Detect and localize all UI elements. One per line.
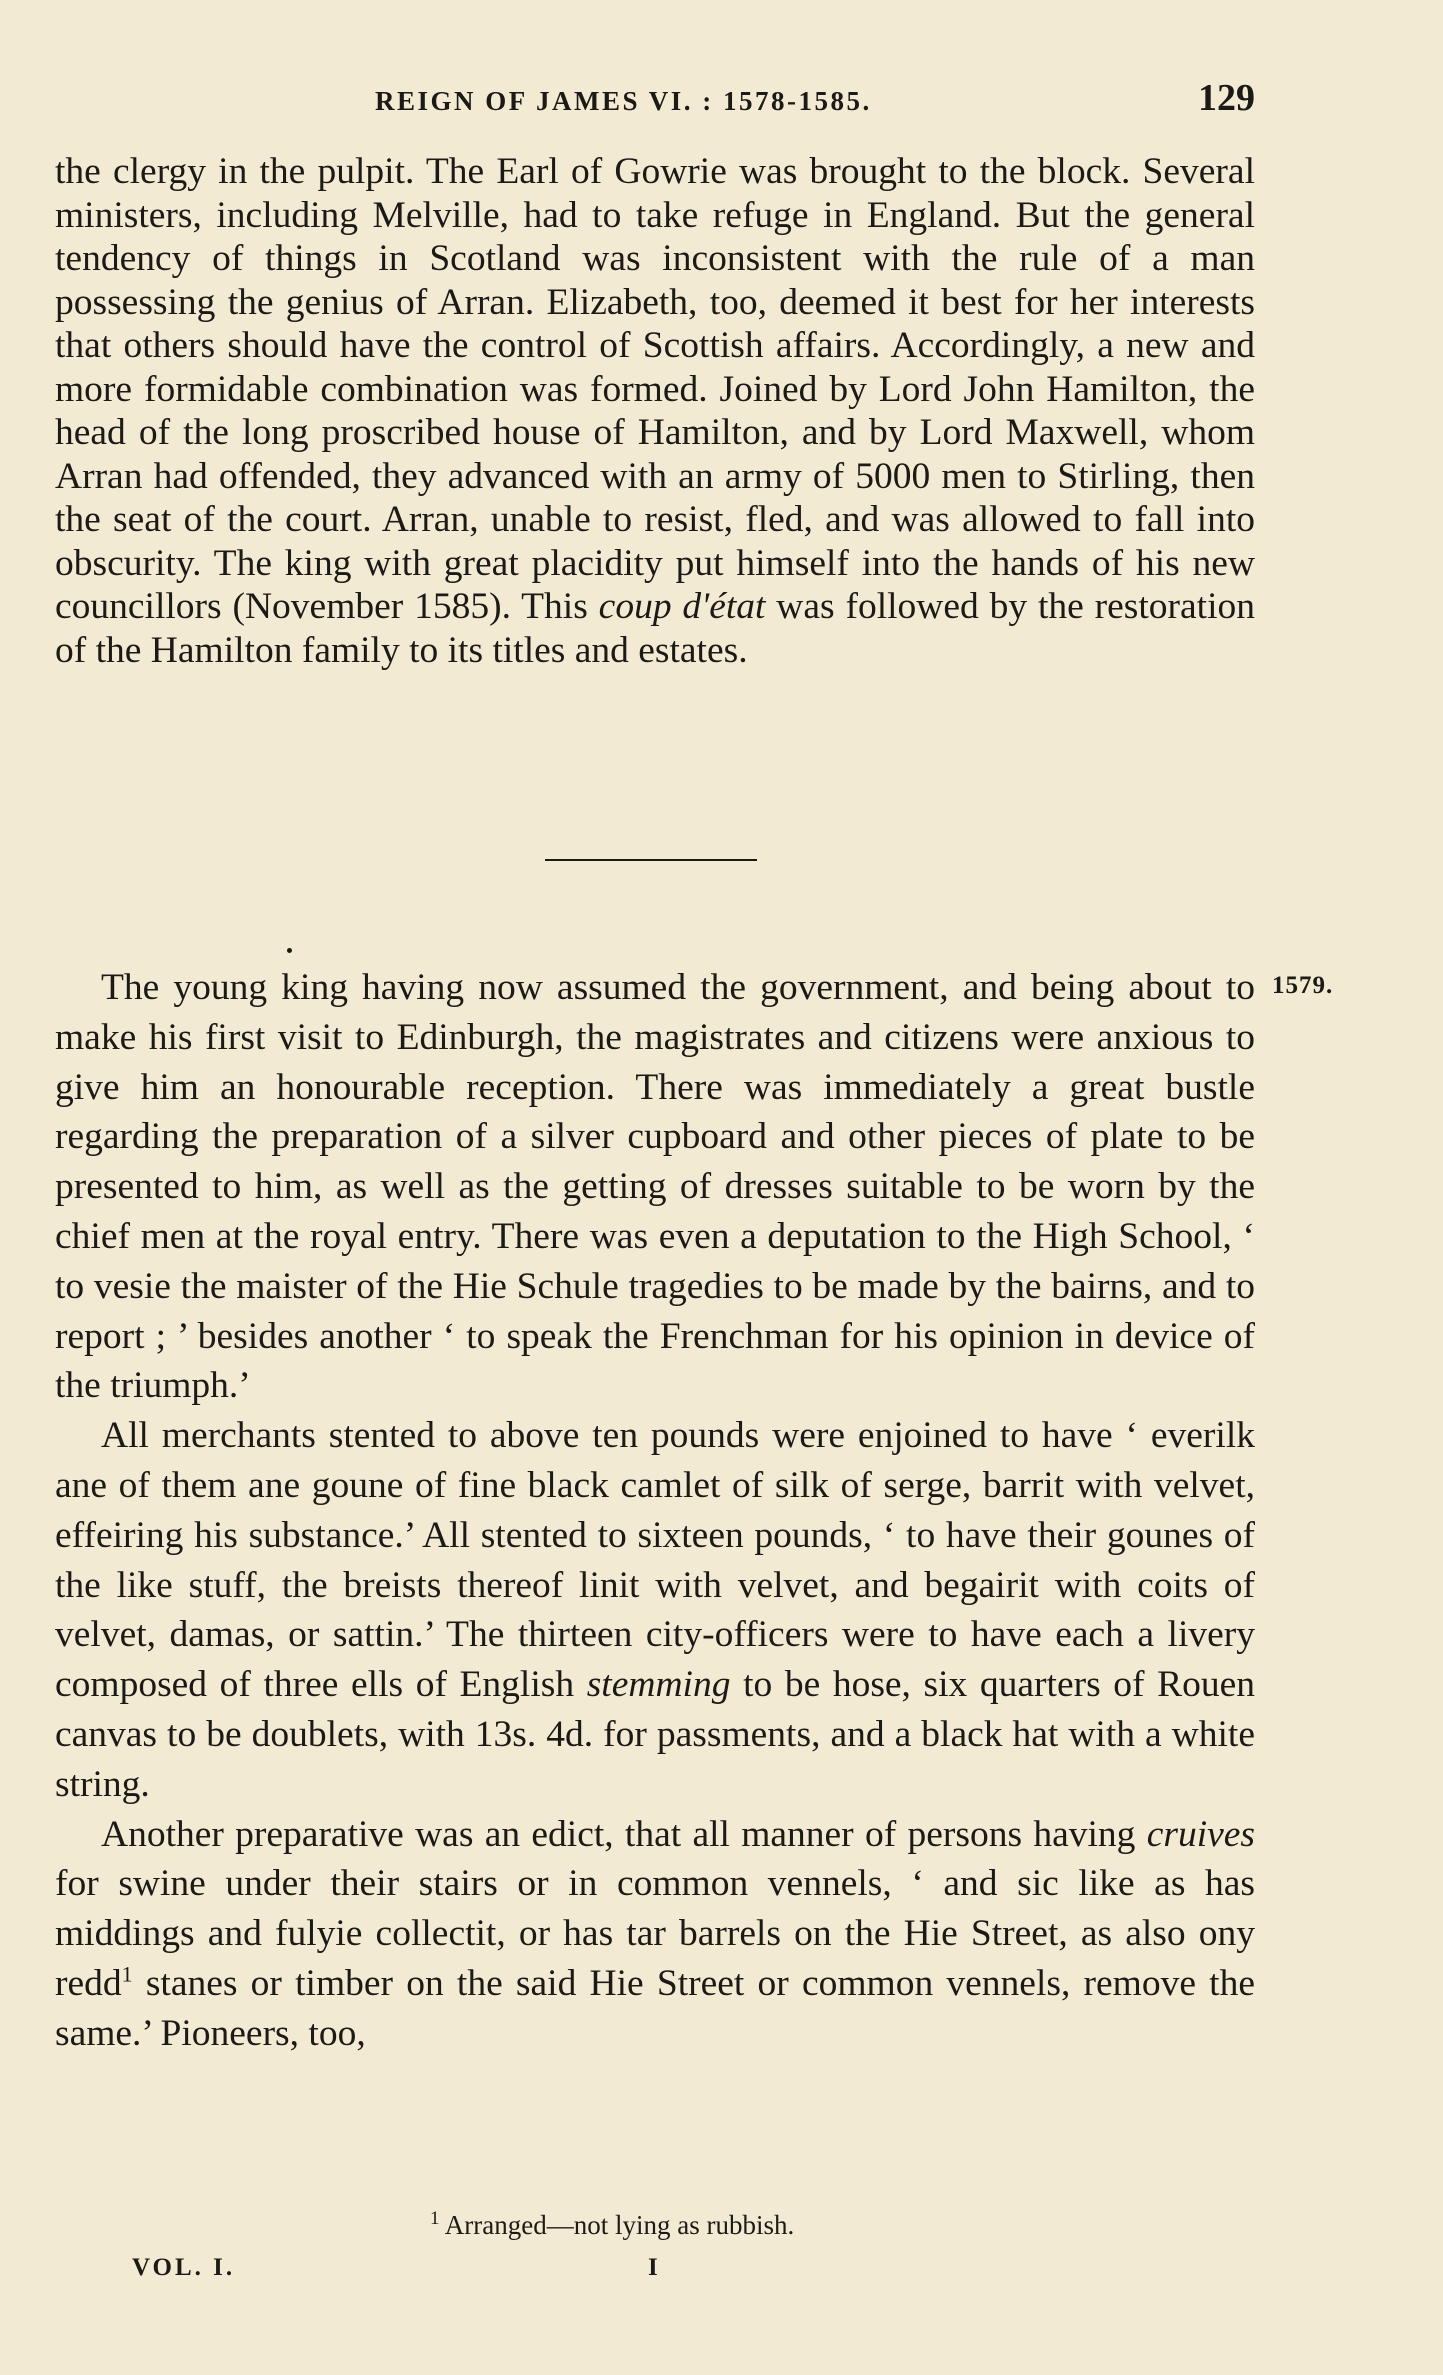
footnote-reference: 1 bbox=[121, 1961, 133, 1987]
paragraph-3-italic: cruives bbox=[1146, 1813, 1255, 1855]
top-paragraph-before: the clergy in the pulpit. The Earl of Gowrie was brought to the block. Several ministers, including Melville, had to take refuge in England. But the general tendency of things in Scotland was inconsistent with the rule of a man possessing the genius of Arran. Elizabeth, too, deemed it best for her interests that others should have the control of Scottish affairs. Accordingly, a new and more formidable combination was formed. Joined by Lord John Hamilton, the head of the long proscribed house of Hamilton, and by Lord Maxwell, whom Arran had offended, they advanced with an army of 5000 men to Stirling, then the seat of the court. Arran, unable to resist, fled, and was allowed to fall into obscurity. The king with great placidity put himself into the hands of his new councillors (November 1585). This bbox=[55, 151, 1255, 627]
paragraph-2-before: All merchants stented to above ten pounds were enjoined to have ‘ everilk ane of them ane goune of fine black camlet of silk of serge, barrit with velvet, effeiring his substance.’ All stented to sixteen pounds, ‘ to have their gounes of the like stuff, the breists thereof linit with velvet, and begairit with coits of velvet, damas, or sattin.’ The thirteen city-officers were to have each a livery composed of three ells of English bbox=[55, 1415, 1255, 1706]
signature-letter: I bbox=[648, 2254, 658, 2281]
paragraph-3-before: Another preparative was an edict, that all manner of persons having bbox=[101, 1813, 1147, 1855]
top-paragraph-italic: coup d'état bbox=[598, 586, 766, 627]
paragraph-royal-entry bbox=[55, 963, 1255, 1411]
top-paragraph bbox=[55, 150, 1255, 672]
paragraph-edict bbox=[55, 1810, 1255, 2059]
margin-note-date: 1579. bbox=[1272, 972, 1334, 999]
print-dot bbox=[287, 948, 292, 953]
footnote bbox=[430, 2210, 794, 2241]
page-number: 129 bbox=[1198, 77, 1255, 119]
main-text bbox=[55, 963, 1255, 2059]
section-divider bbox=[545, 859, 757, 861]
top-paragraph-text bbox=[55, 150, 1255, 672]
top-paragraph-after: was followed by the restoration of the Hamilton family to its titles and estates. bbox=[55, 586, 1256, 671]
paragraph-3-middle: for swine under their stairs or in common vennels, ‘ and sic like as has middings and fulyie collectit, or has tar barrels on the Hie Street, as also ony redd bbox=[55, 1863, 1255, 2004]
paragraph-1-text: The young king having now assumed the government, and being about to make his first visit to Edinburgh, the magistrates and citizens were anxious to give him an honourable reception. There was immediately a great bustle regarding the preparation of a silver cupboard and other pieces of plate to be presented to him, as well as the getting of dresses suitable to be worn by the chief men at the royal entry. There was even a deputation to the High School, ‘ to vesie the maister of the Hie Schule tragedies to be made by the bairns, and to report ; ’ besides another ‘ to speak the Frenchman for his opinion in device of the triumph.’ bbox=[55, 967, 1255, 1407]
paragraph-merchants bbox=[55, 1411, 1255, 1809]
paragraph-2-after: to be hose, six quarters of Rouen canvas to be doublets, with 13s. 4d. for passments, and a black hat with a white string. bbox=[55, 1664, 1256, 1805]
paragraph-3-after: stanes or timber on the said Hie Street or common vennels, remove the same.’ Pioneers, too, bbox=[55, 1962, 1255, 2054]
page-header bbox=[55, 77, 1255, 126]
footnote-number: 1 bbox=[430, 2208, 440, 2229]
footnote-text: Arranged—not lying as rubbish. bbox=[444, 2210, 795, 2240]
running-head: REIGN OF JAMES VI. : 1578-1585. bbox=[375, 86, 872, 116]
paragraph-2-italic: stemming bbox=[586, 1664, 731, 1706]
volume-signature: VOL. I. bbox=[132, 2254, 236, 2281]
